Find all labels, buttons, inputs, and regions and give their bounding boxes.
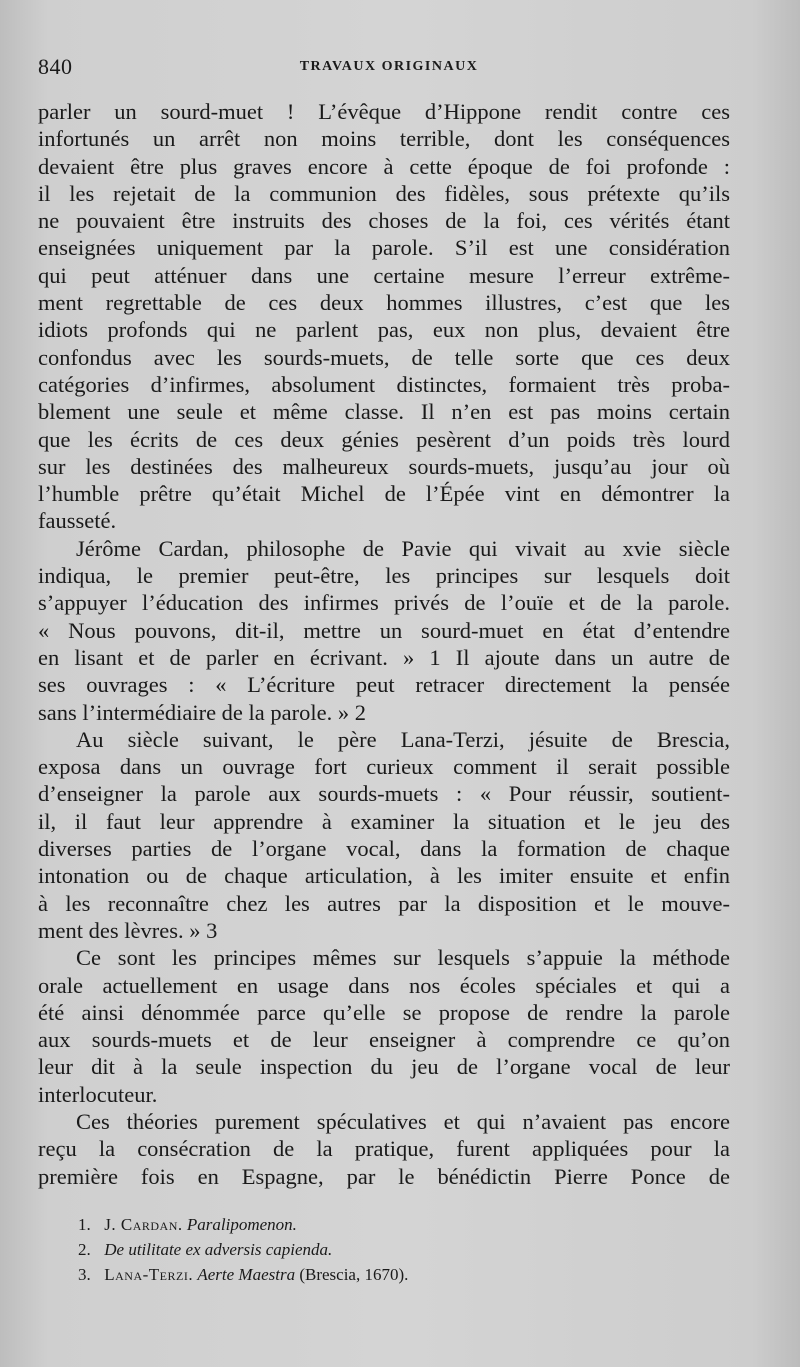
footnote-author: Lana-Terzi. [104, 1265, 194, 1284]
text-line: été ainsi dénommée parce qu’elle se propose de rendre la parole [38, 999, 730, 1025]
text-line: il les rejetait de la communion des fidèles, sous prétexte qu’ils [38, 180, 730, 206]
text-line: ment des lèvres. » 3 [38, 917, 218, 943]
text-line: orale actuellement en usage dans nos écoles spéciales et qui a [38, 972, 730, 998]
text-line: reçu la consécration de la pratique, furent appliquées pour la [38, 1136, 730, 1162]
footnote-title: De utilitate ex adversis capienda. [104, 1240, 333, 1259]
page-header [38, 50, 740, 86]
footnote [78, 1212, 718, 1237]
text-line: qui peut atténuer dans une certaine mesure l’erreur extrême- [38, 262, 730, 288]
paragraph-start: Jérôme Cardan, philosophe de Pavie qui vivait au xvie siècle [76, 535, 730, 561]
text-line: « Nous pouvons, dit-il, mettre un sourd-muet en état d’entendre [38, 617, 730, 643]
page-number: 840 [38, 54, 73, 79]
footnote [78, 1262, 718, 1287]
text-line: première fois en Espagne, par le bénédictin Pierre Ponce de [38, 1163, 730, 1189]
text-line: infortunés un arrêt non moins terrible, dont les conséquences [38, 126, 730, 152]
text-line: sur les destinées des malheureux sourds-muets, jusqu’au jour où [38, 453, 730, 479]
footnotes [78, 1212, 718, 1287]
text-line: intonation ou de chaque articulation, à les imiter ensuite et enfin [38, 863, 730, 889]
text-line: diverses parties de l’organe vocal, dans la formation de chaque [38, 836, 730, 862]
body-text [38, 98, 730, 1190]
paragraph-start: Au siècle suivant, le père Lana-Terzi, jésuite de Brescia, [76, 726, 730, 752]
text-line: idiots profonds qui ne parlent pas, eux non plus, devaient être [38, 317, 730, 343]
text-line: leur dit à la seule inspection du jeu de l’organe vocal de leur [38, 1054, 730, 1080]
footnote-detail: (Brescia, 1670). [299, 1265, 409, 1284]
text-line: interlocuteur. [38, 1081, 158, 1107]
text-line: catégories d’infirmes, absolument distinctes, formaient très proba- [38, 371, 730, 397]
text-line: aux sourds-muets et de leur enseigner à comprendre ce qu’on [38, 1027, 730, 1053]
footnote-author: J. Cardan. [104, 1215, 183, 1234]
footnote-title: Paralipomenon. [186, 1215, 297, 1234]
text-line: ses ouvrages : « L’écriture peut retracer directement la pensée [38, 672, 730, 698]
text-line: ne pouvaient être instruits des choses de la foi, ces vérités étant [38, 208, 730, 234]
text-line: ment regrettable de ces deux hommes illustres, c’est que les [38, 290, 730, 316]
paragraph-start: Ces théories purement spéculatives et qui n’avaient pas encore [76, 1108, 730, 1134]
text-line: à les reconnaître chez les autres par la disposition et le mouve- [38, 890, 730, 916]
text-line: parler un sourd-muet ! L’évêque d’Hippone rendit contre ces [38, 99, 730, 124]
footnote-number: 3. [78, 1265, 91, 1284]
footnote-number: 2. [78, 1240, 91, 1259]
text-line: indiqua, le premier peut-être, les principes sur lesquels doit [38, 563, 730, 589]
text-line: il, il faut leur apprendre à examiner la situation et le jeu des [38, 808, 730, 834]
text-line: exposa dans un ouvrage fort curieux comment il serait possible [38, 754, 730, 780]
text-line: d’enseigner la parole aux sourds-muets : « Pour réussir, soutient- [38, 781, 730, 807]
paragraph-start: Ce sont les principes mêmes sur lesquels s’appuie la méthode [76, 945, 730, 971]
text-line: fausseté. [38, 508, 117, 534]
text-line: que les écrits de ces deux génies pesèrent d’un poids très lourd [38, 426, 730, 452]
text-line: s’appuyer l’éducation des infirmes privés de l’ouïe et de la parole. [38, 590, 730, 616]
footnote-number: 1. [78, 1215, 91, 1234]
text-line: l’humble prêtre qu’était Michel de l’Épée vint en démontrer la [38, 481, 730, 507]
text-line: blement une seule et même classe. Il n’en est pas moins certain [38, 399, 730, 425]
text-line: enseignées uniquement par la parole. S’il est une considération [38, 235, 730, 261]
text-line: confondus avec les sourds-muets, de telle sorte que ces deux [38, 344, 730, 370]
running-head: TRAVAUX ORIGINAUX [299, 59, 479, 74]
text-line: devaient être plus graves encore à cette époque de foi profonde : [38, 153, 730, 179]
footnote-title: Aerte Maestra [197, 1265, 296, 1284]
footnote [78, 1237, 718, 1262]
text-line: sans l’intermédiaire de la parole. » 2 [38, 699, 366, 725]
text-line: en lisant et de parler en écrivant. » 1 Il ajoute dans un autre de [38, 644, 730, 670]
